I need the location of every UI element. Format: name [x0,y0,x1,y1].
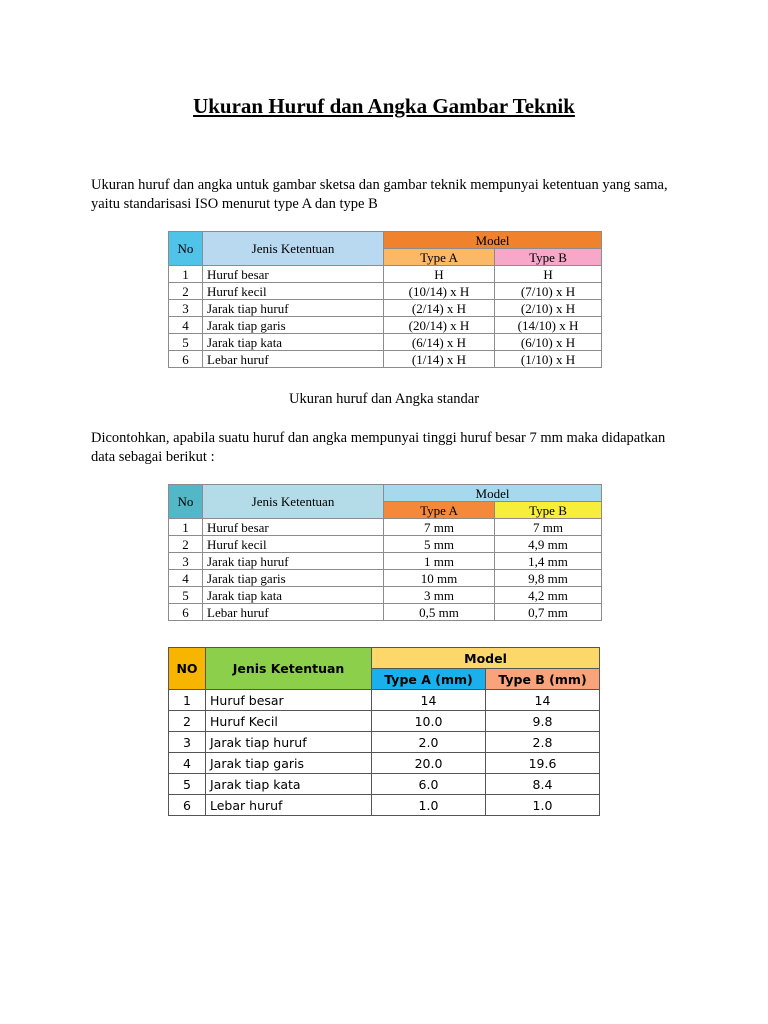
cell-jenis: Jarak tiap garis [206,753,372,774]
cell-jenis: Jarak tiap huruf [203,553,384,570]
header-type-a: Type A [384,502,495,519]
cell-type-a: 1.0 [372,795,486,816]
table-row [169,774,600,795]
cell-type-b: 1,4 mm [495,553,602,570]
iso-standard-table [168,231,602,368]
cell-type-b: (6/10) x H [495,334,602,351]
cell-no: 1 [169,519,203,536]
cell-jenis: Huruf besar [206,690,372,711]
cell-jenis: Lebar huruf [203,604,384,621]
cell-type-b: (14/10) x H [495,317,602,334]
cell-jenis: Jarak tiap huruf [206,732,372,753]
cell-type-b: 19.6 [486,753,600,774]
header-jenis-ketentuan: Jenis Ketentuan [203,232,384,266]
table-row [169,317,602,334]
cell-no: 2 [169,711,206,732]
cell-no: 6 [169,604,203,621]
cell-jenis: Huruf Kecil [206,711,372,732]
cell-jenis: Lebar huruf [203,351,384,368]
header-model: Model [384,232,602,249]
cell-jenis: Lebar huruf [206,795,372,816]
cell-type-a: (6/14) x H [384,334,495,351]
cell-type-a: (2/14) x H [384,300,495,317]
cell-type-a: 2.0 [372,732,486,753]
table-row [169,604,602,621]
table-row [169,334,602,351]
cell-type-b: (2/10) x H [495,300,602,317]
table-row [169,587,602,604]
table-row [169,795,600,816]
table-caption: Ukuran huruf dan Angka standar [288,391,480,407]
cell-no: 1 [169,690,206,711]
cell-jenis: Huruf kecil [203,536,384,553]
cell-type-a: 6.0 [372,774,486,795]
cell-type-b: 7 mm [495,519,602,536]
table-row [169,351,602,368]
table-row [169,753,600,774]
cell-no: 3 [169,300,203,317]
cell-type-b: 9.8 [486,711,600,732]
cell-no: 2 [169,536,203,553]
cell-type-b: 4,2 mm [495,587,602,604]
cell-type-b: 4,9 mm [495,536,602,553]
header-model: Model [384,485,602,502]
header-jenis-ketentuan: Jenis Ketentuan [206,648,372,690]
cell-type-b: 9,8 mm [495,570,602,587]
table-row [169,553,602,570]
header-no: No [169,485,203,519]
header-type-b: Type B [495,249,602,266]
cell-type-a: 20.0 [372,753,486,774]
table-row [169,519,602,536]
table-row [169,690,600,711]
cell-jenis: Jarak tiap garis [203,317,384,334]
cell-type-a: (10/14) x H [384,283,495,300]
cell-type-b: H [495,266,602,283]
cell-type-a: 0,5 mm [384,604,495,621]
example-paragraph: Dicontohkan, apabila suatu huruf dan angka mempunyai tinggi huruf besar 7 mm maka didapatkan data sebagai berikut : [91,430,666,465]
cell-no: 6 [169,351,203,368]
cell-jenis: Jarak tiap huruf [203,300,384,317]
cell-type-a: H [384,266,495,283]
table-row [169,732,600,753]
cell-jenis: Jarak tiap kata [203,334,384,351]
header-type-a: Type A (mm) [372,669,486,690]
cell-type-a: 14 [372,690,486,711]
cell-jenis: Jarak tiap kata [206,774,372,795]
cell-type-a: 3 mm [384,587,495,604]
page-title: Ukuran Huruf dan Angka Gambar Teknik [193,94,575,118]
header-jenis-ketentuan: Jenis Ketentuan [203,485,384,519]
cell-jenis: Huruf besar [203,266,384,283]
cell-no: 5 [169,334,203,351]
cell-no: 5 [169,587,203,604]
cell-no: 4 [169,317,203,334]
cell-type-b: 8.4 [486,774,600,795]
table-row [169,266,602,283]
table-row [169,300,602,317]
cell-type-a: (1/14) x H [384,351,495,368]
table-row [169,283,602,300]
table-row [169,570,602,587]
header-type-b: Type B [495,502,602,519]
cell-type-a: 10 mm [384,570,495,587]
cell-type-a: 10.0 [372,711,486,732]
cell-type-b: 1.0 [486,795,600,816]
table-row [169,711,600,732]
header-no: NO [169,648,206,690]
cell-no: 3 [169,732,206,753]
cell-no: 3 [169,553,203,570]
cell-jenis: Huruf besar [203,519,384,536]
cell-no: 4 [169,753,206,774]
cell-type-a: 5 mm [384,536,495,553]
header-no: No [169,232,203,266]
cell-jenis: Huruf kecil [203,283,384,300]
cell-jenis: Jarak tiap kata [203,587,384,604]
cell-no: 6 [169,795,206,816]
cell-type-b: (7/10) x H [495,283,602,300]
cell-type-a: (20/14) x H [384,317,495,334]
example-7mm-table [168,484,602,621]
cell-type-a: 7 mm [384,519,495,536]
header-type-a: Type A [384,249,495,266]
cell-jenis: Jarak tiap garis [203,570,384,587]
intro-paragraph: Ukuran huruf dan angka untuk gambar sketsa dan gambar teknik mempunyai ketentuan yang sama, yaitu standarisasi ISO menurut type A dan type B [91,177,668,212]
cell-type-a: 1 mm [384,553,495,570]
cell-type-b: 2.8 [486,732,600,753]
header-type-b: Type B (mm) [486,669,600,690]
cell-no: 2 [169,283,203,300]
cell-no: 5 [169,774,206,795]
cell-type-b: (1/10) x H [495,351,602,368]
cell-type-b: 14 [486,690,600,711]
cell-no: 1 [169,266,203,283]
header-model: Model [372,648,600,669]
cell-type-b: 0,7 mm [495,604,602,621]
table-row [169,536,602,553]
cell-no: 4 [169,570,203,587]
computed-mm-table [168,647,600,816]
